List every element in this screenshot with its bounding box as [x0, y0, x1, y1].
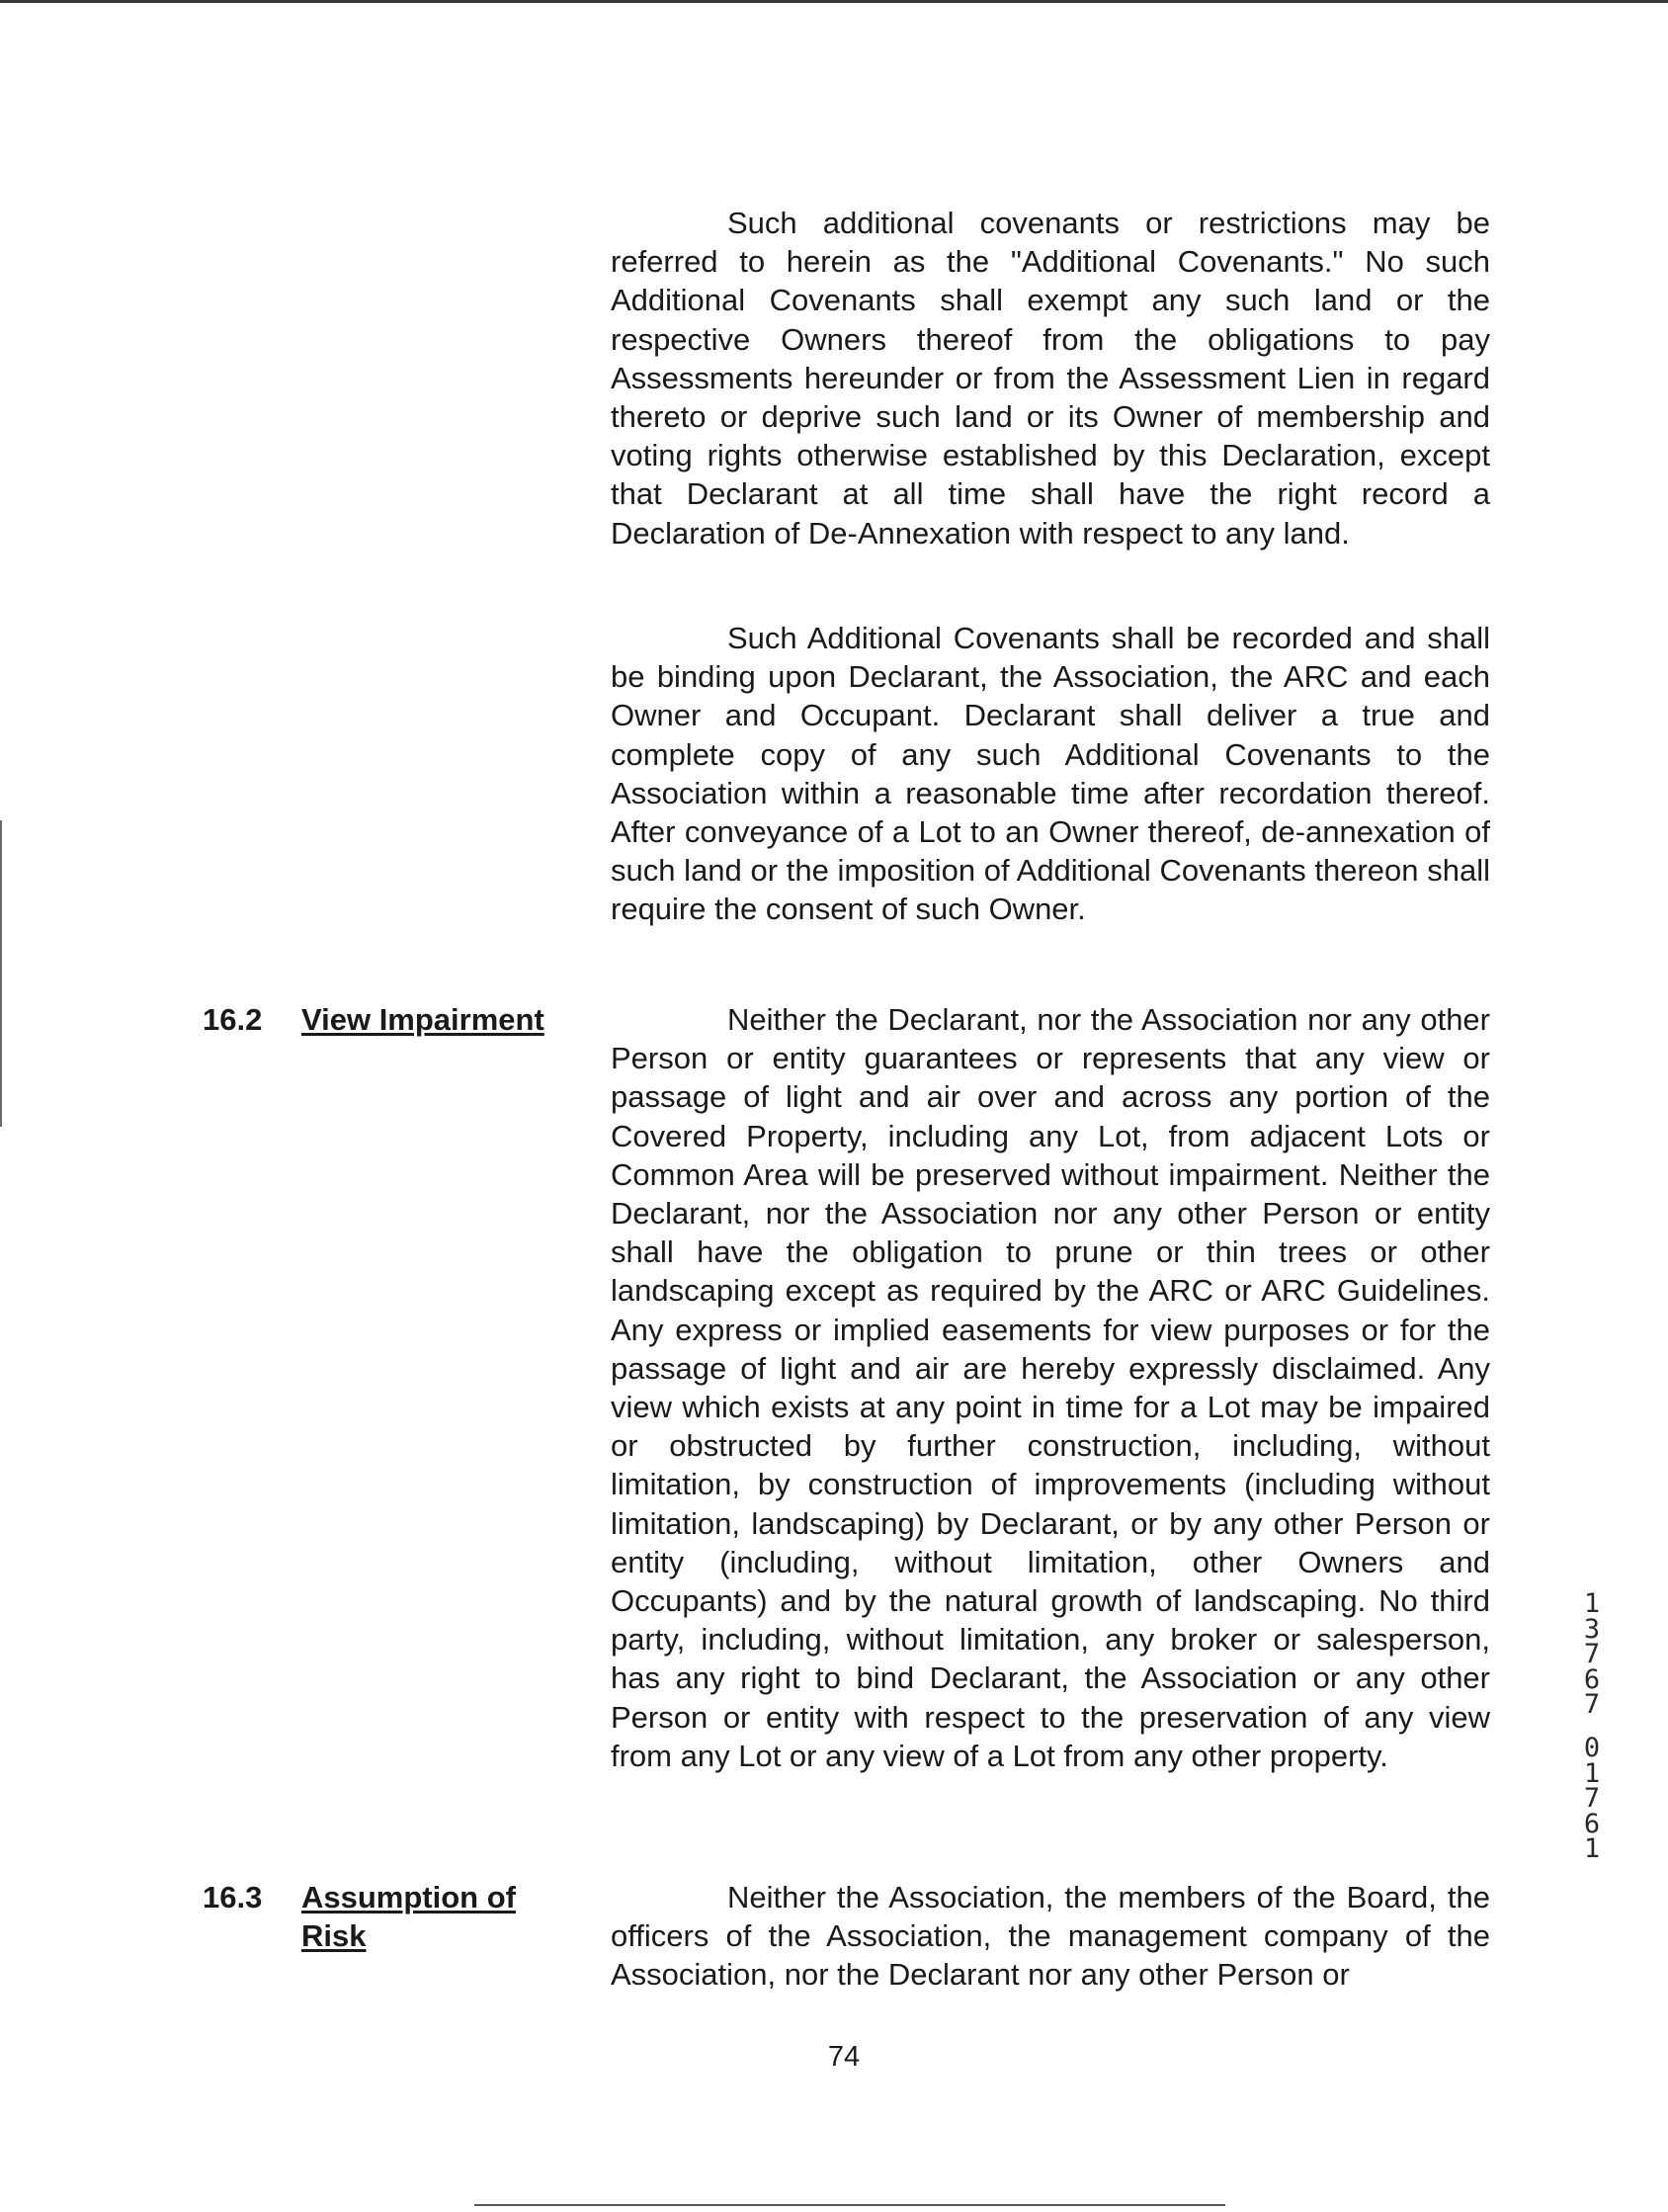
paragraph-additional-covenants: Such additional covenants or restrictions may be referred to herein as the "Additional Covenants." No such Additional Covenants shall exempt any such land or the respective Owners thereof from the obligations to pay Assessments hereunder or from the Assessment Lien in regard thereto or deprive such land or its Owner of membership and voting rights otherwise established by this Declaration, except that Declarant at all time shall have the right record a Declaration of De-Annexation with respect to any land.: [611, 206, 1490, 551]
page-number: 74: [827, 2041, 861, 2073]
recording-stamp: [1577, 1588, 1607, 1865]
section-body-view-impairment: Neither the Declarant, nor the Association nor any other Person or entity guarantees or represents that any view or passage of light and air over and across any portion of the Covered Property, including any Lot, from adjacent Lots or Common Area will be preserved without impairment. Neither the Declarant, nor the Association nor any other Person or entity shall have the obligation to prune or thin trees or other landscaping except as required by the ARC or ARC Guidelines. Any express or implied easements for view purposes or for the passage of light and air are hereby expressly disclaimed. Any view which exists at any point in time for a Lot may be impaired or obstructed by further construction, including, without limitation, by construction of improvements (including without limitation, landscaping) by Declarant, or by any other Person or entity (including, without limitation, other Owners and Occupants) and by the natural growth of landscaping. No third party, including, without limitation, any broker or salesperson, has any right to bind Declarant, the Association or any other Person or entity with respect to the preservation of any view from any Lot or any view of a Lot from any other property.: [611, 1002, 1490, 1773]
scan-border-top: [0, 0, 1668, 3]
recording-stamp-line-2: 01761: [1583, 1732, 1601, 1865]
section-title-view-impairment: View Impairment: [301, 1002, 544, 1037]
paragraph-additional-covenants-recording: Such Additional Covenants shall be recorded and shall be binding upon Declarant, the Association, the ARC and each Owner and Occupant. Declarant shall deliver a true and complete copy of any such Additional Covenants to the Association within a reasonable time after recordation thereof. After conveyance of a Lot to an Owner thereof, de-annexation of such land or the imposition of Additional Covenants thereon shall require the consent of such Owner.: [611, 621, 1490, 927]
scan-border-bottom: [474, 2204, 1225, 2206]
scan-edge-left: [0, 820, 2, 1127]
section-number-16-3: 16.3: [203, 1880, 263, 1914]
section-title-assumption-of-risk: Assumption of Risk: [301, 1880, 516, 1954]
section-body-assumption-of-risk: Neither the Association, the members of the Board, the officers of the Association, the management company of the Association, nor the Declarant nor any other Person or: [611, 1880, 1490, 1993]
recording-stamp-line-1: 13767: [1583, 1588, 1601, 1721]
section-number-16-2: 16.2: [203, 1002, 263, 1037]
